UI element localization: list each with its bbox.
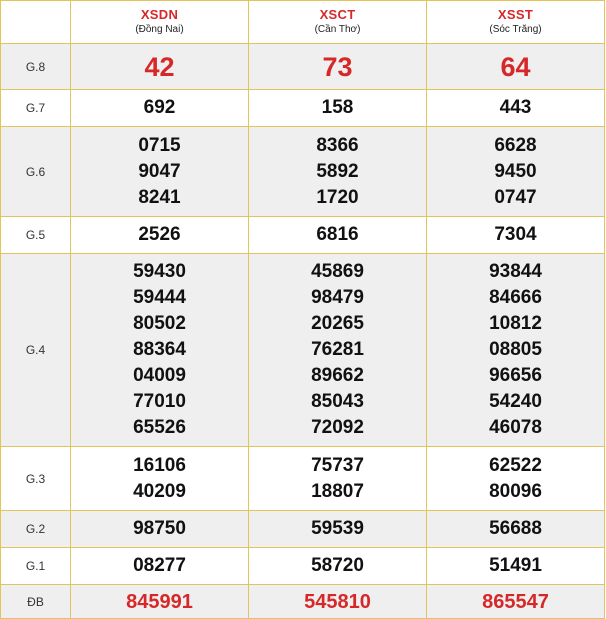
prize-cell [249,254,427,447]
prize-number: 54240 [489,391,542,412]
prize-label: G.1 [1,548,71,585]
prize-cell [71,127,249,217]
prize-cell [427,127,605,217]
prize-number: 59444 [133,287,186,308]
prize-number: 84666 [489,287,542,308]
prize-cell [71,90,249,127]
prize-number: 8366 [316,134,359,156]
prize-number: 93844 [489,261,542,282]
prize-cell [71,548,249,585]
province-code[interactable]: XSDN [140,7,179,22]
prize-cell [249,127,427,217]
prize-cell [427,585,605,619]
prize-cell [427,254,605,447]
province-name: (Cần Thơ) [314,24,361,35]
prize-number: 9047 [138,160,181,182]
header-corner [1,1,71,44]
prize-label: G.2 [1,511,71,548]
prize-row-g3 [1,447,605,511]
prize-number: 158 [321,97,354,118]
prize-number: 89662 [311,365,364,386]
province-name: (Đồng Nai) [135,24,184,35]
prize-number: 20265 [311,313,364,334]
prize-number: 08805 [489,339,542,360]
prize-number: 77010 [133,391,186,412]
prize-number: 18807 [311,480,364,502]
prize-number: 40209 [133,480,186,502]
prize-cell [427,548,605,585]
prize-cell [427,511,605,548]
prize-number: 75737 [311,454,364,476]
prize-row-g5 [1,217,605,254]
prize-number: 98750 [133,518,186,539]
prize-label: G.8 [1,44,71,90]
prize-number: 64 [500,51,531,82]
prize-label: ĐB [1,585,71,619]
prize-number: 80502 [133,313,186,334]
prize-cell [427,447,605,511]
prize-row-g8 [1,44,605,90]
prize-number: 96656 [489,365,542,386]
prize-number: 45869 [311,261,364,282]
prize-number: 0747 [494,186,537,208]
prize-cell [71,44,249,90]
prize-row-g1 [1,548,605,585]
prize-row-g7 [1,90,605,127]
prize-number: 7304 [494,224,537,245]
prize-cell [427,90,605,127]
prize-number: 6816 [316,224,359,245]
prize-row-g2 [1,511,605,548]
special-prize-number: 545810 [304,590,371,613]
province-code[interactable]: XSST [497,7,534,22]
prize-cell [249,585,427,619]
prize-number: 8241 [138,186,181,208]
prize-number: 10812 [489,313,542,334]
prize-label: G.5 [1,217,71,254]
prize-label: G.7 [1,90,71,127]
prize-cell [427,44,605,90]
province-code[interactable]: XSCT [319,7,356,22]
prize-number: 1720 [316,186,359,208]
prize-number: 9450 [494,160,537,182]
prize-cell [249,90,427,127]
prize-number: 58720 [311,555,364,576]
prize-cell [249,511,427,548]
prize-number: 85043 [311,391,364,412]
prize-row-g4 [1,254,605,447]
prize-number: 98479 [311,287,364,308]
prize-number: 51491 [489,555,542,576]
prize-number: 08277 [133,555,186,576]
province-header-xsdn [71,1,249,44]
prize-cell [71,217,249,254]
prize-cell [71,585,249,619]
prize-cell [249,44,427,90]
prize-number: 76281 [311,339,364,360]
prize-number: 6628 [494,134,537,156]
prize-cell [427,217,605,254]
prize-number: 42 [144,51,175,82]
prize-number: 65526 [133,417,186,438]
prize-cell [71,254,249,447]
prize-number: 692 [143,97,176,118]
prize-label: G.6 [1,127,71,217]
special-prize-number: 845991 [126,590,193,613]
prize-row-g6 [1,127,605,217]
prize-number: 80096 [489,480,542,502]
province-name: (Sóc Trăng) [489,24,542,35]
prize-number: 62522 [489,454,542,476]
prize-label: G.4 [1,254,71,447]
prize-number: 59430 [133,261,186,282]
prize-label: G.3 [1,447,71,511]
prize-cell [249,217,427,254]
prize-row-special [1,585,605,619]
prize-cell [71,511,249,548]
prize-cell [249,447,427,511]
prize-number: 46078 [489,417,542,438]
prize-cell [249,548,427,585]
prize-number: 56688 [489,518,542,539]
prize-cell [71,447,249,511]
prize-number: 2526 [138,224,181,245]
province-header-xsst [427,1,605,44]
prize-number: 16106 [133,454,186,476]
province-header-xsct [249,1,427,44]
prize-number: 88364 [133,339,186,360]
header-row [1,1,605,44]
prize-number: 0715 [138,134,181,156]
prize-number: 5892 [316,160,359,182]
prize-number: 59539 [311,518,364,539]
special-prize-number: 865547 [482,590,549,613]
prize-number: 72092 [311,417,364,438]
prize-number: 73 [322,51,353,82]
prize-number: 443 [499,97,532,118]
prize-number: 04009 [133,365,186,386]
